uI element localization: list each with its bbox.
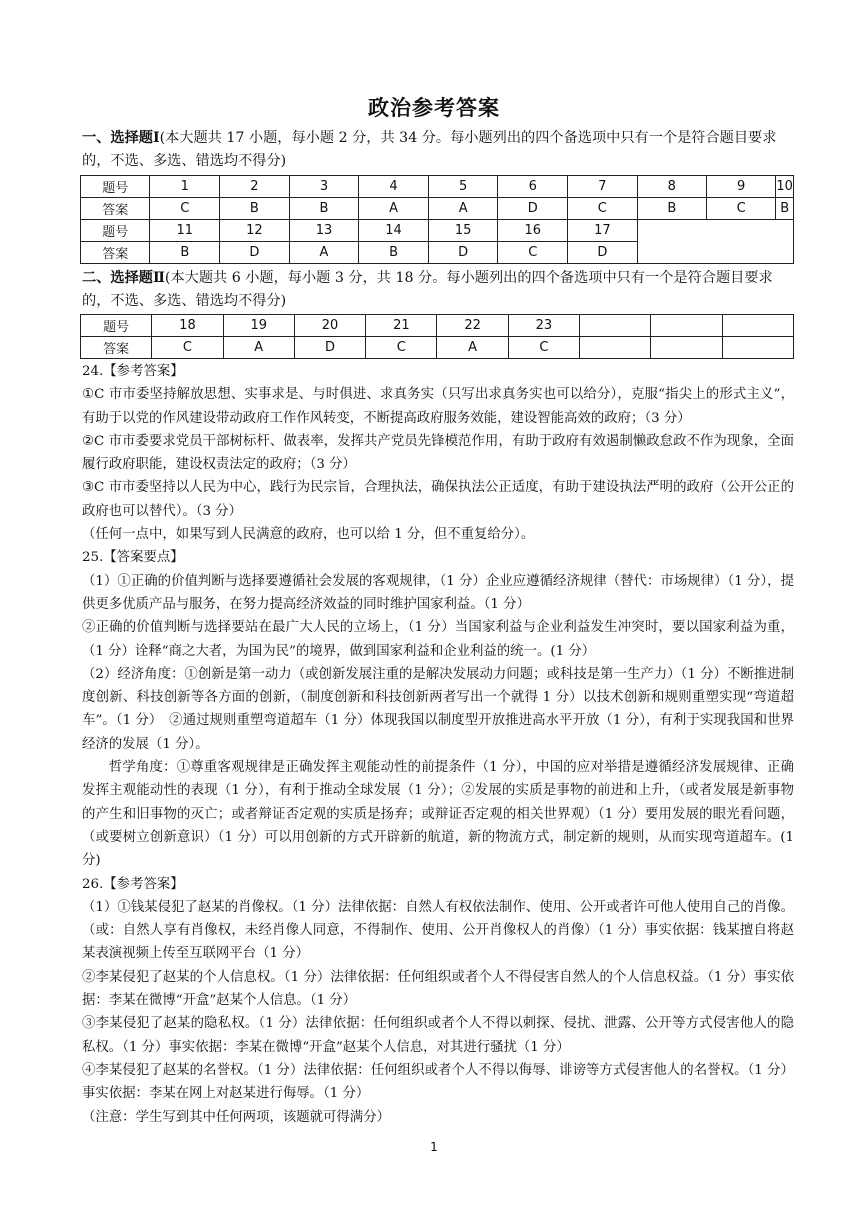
table-cell: 7: [568, 176, 638, 198]
section1-intro: [82, 127, 794, 173]
table-row: [81, 220, 794, 242]
table-empty-cell: [580, 337, 651, 359]
table-cell: D: [294, 337, 365, 359]
table-cell: 20: [294, 315, 365, 337]
section1-desc: (本大题共 17 小题，每小题 2 分，共 34 分。每小题列出的四个备选项中只有一个是符合题目要求的，不选、多选、错选均不得分): [82, 130, 777, 169]
table-cell-label: 答案: [81, 242, 150, 264]
table-cell: 4: [359, 176, 429, 198]
table-cell-label: 题号: [81, 220, 150, 242]
table-cell: 1: [150, 176, 220, 198]
q26-point-4: ④李某侵犯了赵某的名誉权。（1 分）法律依据：任何组织或者个人不得以侮辱、诽谤等方式侵害他人的名誉权。（1 分）事实依据：李某在网上对赵某进行侮辱。（1 分）: [82, 1062, 794, 1102]
table-cell: 14: [359, 220, 429, 242]
table-cell-label: 题号: [81, 315, 152, 337]
table-cell: 3: [289, 176, 359, 198]
table-cell: C: [568, 198, 638, 220]
table-cell: C: [707, 198, 776, 220]
table-cell: 12: [220, 220, 290, 242]
table-cell: D: [220, 242, 290, 264]
table-empty-cell: [651, 337, 722, 359]
table-cell-label: 答案: [81, 337, 152, 359]
table-row: [81, 198, 794, 220]
table-cell: C: [366, 337, 437, 359]
q24-point-2: ②C 市市委要求党员干部树标杆、做表率，发挥共产党员先锋模范作用，有助于政府有效遏制懒政怠政不作为现象，全面履行政府职能，建设权责法定的政府；（3 分）: [82, 433, 794, 473]
table-cell: C: [150, 198, 220, 220]
page-number: 1: [430, 1140, 438, 1154]
table-cell: A: [428, 198, 498, 220]
q25-part1-point1: （1）①正确的价值判断与选择要遵循社会发展的客观规律，（1 分）企业应遵循经济规律（替代：市场规律）（1 分），提供更多优质产品与服务，在努力提高经济效益的同时维护国家利益。（1 分）: [82, 573, 794, 612]
table-cell: B: [289, 198, 359, 220]
section2-intro: [82, 267, 794, 313]
table-cell: 19: [223, 315, 294, 337]
page-title: 政治参考答案: [368, 95, 500, 120]
table-cell: D: [498, 198, 568, 220]
table-cell: C: [508, 337, 579, 359]
table-cell: 18: [152, 315, 223, 337]
table-empty-cell: [637, 220, 793, 264]
table-cell: A: [223, 337, 294, 359]
table-cell: D: [568, 242, 638, 264]
table-cell: 21: [366, 315, 437, 337]
section2-heading: 二、选择题Ⅱ: [82, 270, 165, 286]
q25-part1-point2: ②正确的价值判断与选择要站在最广大人民的立场上，（1 分）当国家利益与企业利益发生冲突时，要以国家利益为重，（1 分）诠释“商之大者，为国为民”的境界，做到国家利益和企业利益的统一。(1 分）: [82, 620, 794, 659]
q25-part2-economic: （2）经济角度：①创新是第一动力（或创新发展注重的是解决发展动力问题；或科技是第一生产力）（1 分）不断推进制度创新、科技创新等各方面的创新，（制度创新和科技创新两者写出一个就得 1 分）以技术创新和规则重塑实现“弯道超车”。（1 分） ②通过规则重塑弯道超车（1 分）体现我国以制度型开放推进高水平开放（1 分），有利于实现我国和世界经济的发展（1 分）。: [82, 666, 794, 752]
answer-table-1: [80, 175, 794, 264]
table-cell: 22: [437, 315, 508, 337]
table-cell: B: [359, 242, 429, 264]
table-cell: C: [498, 242, 568, 264]
q24-point-1: ①C 市市委坚持解放思想、实事求是、与时俱进、求真务实（只写出求真务实也可以给分），克服“指尖上的形式主义”，有助于以党的作风建设带动政府工作作风转变，不断提高政府服务效能，建设智能高效的政府；（3 分）: [82, 387, 794, 426]
q25-part2-philosophy: 哲学角度：①尊重客观规律是正确发挥主观能动性的前提条件（1 分），中国的应对举措是遵循经济发展规律、正确发挥主观能动性的表现（1 分），有利于推动全球发展（1 分）；②发展的实质是事物的前进和上升，（或者发展是新事物的产生和旧事物的灭亡；或者辩证否定观的实质是扬弃；或辩证否定观的相关世界观）（1 分）要用发展的眼光看问题，（或要树立创新意识）（1 分）可以用创新的方式开辟新的航道，新的物流方式，制定新的规则，从而实现弯道超车。(1 分): [82, 760, 794, 869]
table-cell: B: [776, 198, 794, 220]
table-cell: 5: [428, 176, 498, 198]
q24-note: （任何一点中，如果写到人民满意的政府，也可以给 1 分，但不重复给分）。: [82, 527, 535, 543]
q26-note: （注意：学生写到其中任何两项，该题就可得满分）: [82, 1109, 390, 1125]
table-row: [81, 176, 794, 198]
table-cell: A: [437, 337, 508, 359]
table-cell: A: [289, 242, 359, 264]
table-row: [81, 337, 794, 359]
table-cell: 8: [637, 176, 706, 198]
table-empty-cell: [580, 315, 651, 337]
table-cell: D: [428, 242, 498, 264]
section1-heading: 一、选择题Ⅰ: [82, 130, 160, 146]
table-cell: 16: [498, 220, 568, 242]
q24-point-3: ③C 市市委坚持以人民为中心，践行为民宗旨，合理执法，确保执法公正适度，有助于建设执法严明的政府（公开公正的政府也可以替代）。（3 分）: [82, 480, 794, 519]
table-cell: 23: [508, 315, 579, 337]
table-row: [81, 315, 794, 337]
q26-point-1: （1）①钱某侵犯了赵某的肖像权。（1 分）法律依据：自然人有权依法制作、使用、公开或者许可他人使用自己的肖像。（或：自然人享有肖像权，未经肖像人同意，不得制作、使用、公开肖像权人的肖像）（1 分）事实依据：钱某擅自将赵某表演视频上传至互联网平台（1 分）: [82, 899, 794, 962]
table-cell: 2: [220, 176, 290, 198]
table-cell-label: 答案: [81, 198, 150, 220]
table-cell: 9: [707, 176, 776, 198]
table-cell: C: [152, 337, 223, 359]
table-cell: 13: [289, 220, 359, 242]
table-empty-cell: [722, 315, 793, 337]
q26-point-2: ②李某侵犯了赵某的个人信息权。（1 分）法律依据：任何组织或者个人不得侵害自然人的个人信息权益。（1 分）事实依据：李某在微博“开盒”赵某个人信息。（1 分）: [82, 969, 794, 1009]
table-cell: B: [637, 198, 706, 220]
table-cell-label: 题号: [81, 176, 150, 198]
table-cell: 17: [568, 220, 638, 242]
table-cell: B: [220, 198, 290, 220]
table-cell: B: [150, 242, 220, 264]
q26-heading: 26.【参考答案】: [82, 876, 184, 892]
q25-heading: 25.【答案要点】: [82, 550, 184, 566]
answer-body: [82, 360, 794, 1129]
table-empty-cell: [651, 315, 722, 337]
table-cell: 11: [150, 220, 220, 242]
q24-heading: 24.【参考答案】: [82, 364, 184, 379]
q26-point-3: ③李某侵犯了赵某的隐私权。（1 分）法律依据：任何组织或者个人不得以刺探、侵扰、泄露、公开等方式侵害他人的隐私权。（1 分）事实依据：李某在微博“开盒”赵某个人信息，对其进行骚扰（1 分）: [82, 1016, 794, 1055]
table-empty-cell: [722, 337, 793, 359]
table-cell: 10: [776, 176, 794, 198]
section2-desc: (本大题共 6 小题，每小题 3 分，共 18 分。每小题列出的四个备选项中只有一个是符合题目要求的，不选、多选、错选均不得分): [82, 270, 773, 309]
table-cell: 15: [428, 220, 498, 242]
table-cell: A: [359, 198, 429, 220]
answer-table-2: [80, 314, 794, 359]
table-cell: 6: [498, 176, 568, 198]
